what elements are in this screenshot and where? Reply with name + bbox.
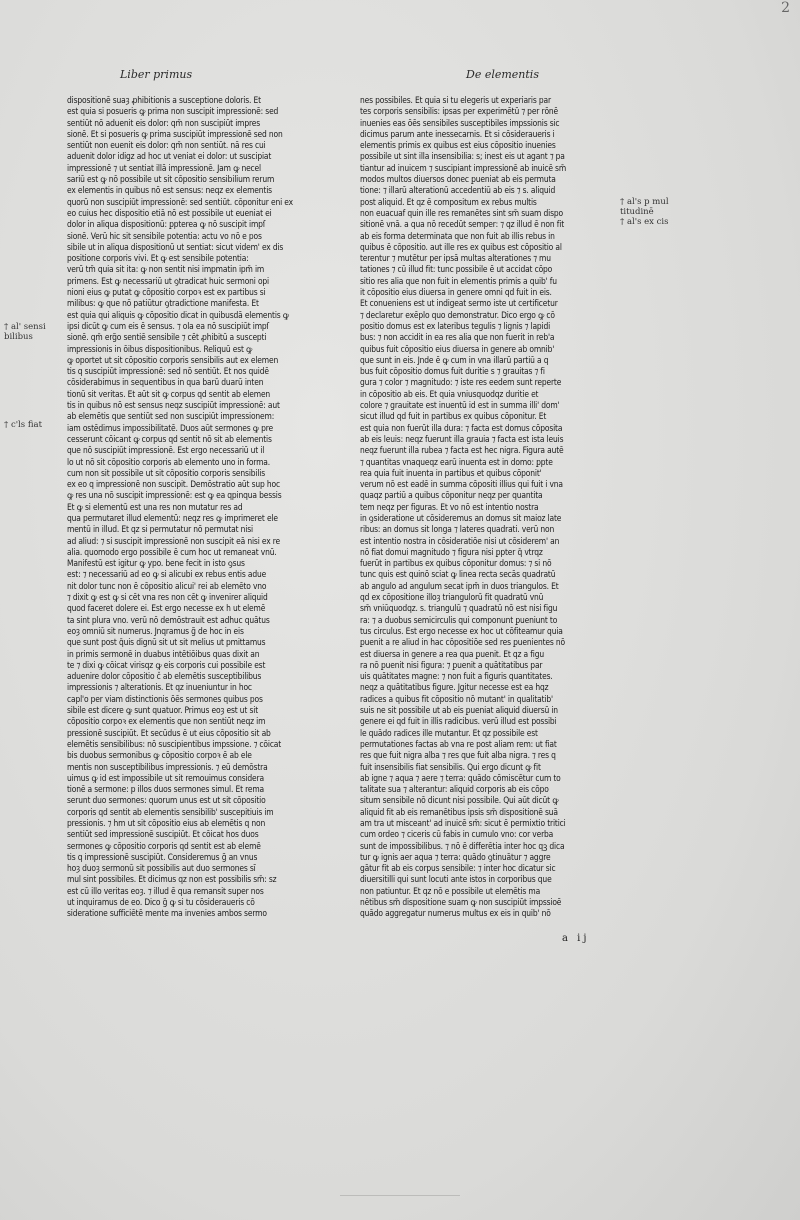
text-line: tationes ⁊ cū illud fit: tunc possibile ē ut accidat cōpo bbox=[360, 264, 553, 275]
marginal-note-right-1 bbox=[620, 197, 669, 227]
text-line: nit dolor tunc non ē cōpositio alicui' rei ab elemēto vno bbox=[67, 580, 267, 591]
text-line: sionē. qm̄ erg̃o sentiē sensibile ⁊ cēt ꝓhibitū a suscepti bbox=[67, 332, 267, 343]
text-line: tiantur ad inuicem ⁊ suscipiant impressionē ab inuicē sm̄ bbox=[360, 162, 567, 173]
text-line: est quia qui aliquis ꝙ cōpositio dicat in quibusdā elementis ꝙ bbox=[67, 309, 289, 320]
text-line: est cū illo veritas eoȝ. ⁊ illud ē qua remansit super nos bbox=[67, 885, 264, 896]
text-line: am tra ut misceant' ad inuicē sm̄: sicut ē permixtio tritici bbox=[360, 818, 566, 828]
text-line: eo cuius hec dispositio etiā nō est possibile ut eueniat ei bbox=[67, 207, 272, 218]
text-line: tem neqz per figuras. Et vo nō est intentio nostra bbox=[360, 501, 539, 512]
text-line: impressionē ⁊ ut sentiat illā impressionē. Jam ꝙ necel bbox=[67, 162, 261, 173]
text-line: quorū non suscipiūt impressionē: sed sentiūt. cōponitur eni ex bbox=[67, 196, 293, 207]
text-line: sideratione sufficiētē mente ma invenies ambos sermo bbox=[67, 908, 267, 919]
marginal-note-left-2: † c'ls fiat bbox=[4, 420, 42, 430]
text-line: quibus fuit cōpositio eius diuersa in genere ab omnib' bbox=[360, 343, 555, 354]
text-line: ad aliud: ⁊ si suscipit impressionē non suscipit eā nisi ex re bbox=[67, 535, 281, 546]
text-line: fuerūt in partibus ex quibus cōponitur domus: ⁊ si nō bbox=[360, 558, 552, 569]
text-line: neqz a quātitatibus figure. Jgitur necesse est ea hqz bbox=[360, 682, 549, 693]
text-line: alia. quomodo ergo possibile ē cum hoc ut remaneat vnū. bbox=[67, 546, 277, 557]
text-line: bus: ⁊ non accidit in ea res alia que non fuerit in reb'a bbox=[360, 332, 555, 343]
text-line: qd ex cōpositione illoȝ triangulorū fit quadratū vnū bbox=[360, 592, 544, 603]
text-line: ab igne ⁊ aqua ⁊ aere ⁊ terra: quādo cōmiscētur cum to bbox=[360, 772, 561, 783]
text-line: rea quia fuit inuenta in partibus et quibus cōponit' bbox=[360, 467, 542, 478]
text-line: sitio res alia que non fuit in elementis primis a quib' fu bbox=[360, 275, 557, 286]
text-line: ra nō ꝑuenit nisi figura: ⁊ ꝑuenit a quātitatibus par bbox=[360, 659, 543, 670]
text-line: hoȝ duoȝ sermonū sit possibilis aut duo sermones sī bbox=[67, 863, 256, 874]
marginal-note-line: titudinē bbox=[620, 207, 654, 217]
text-line: sentiūt sed impressionē suscipiūt. Et cōicat hos duos bbox=[67, 829, 259, 840]
text-line: sitionē vnā. a qua nō recedūt semper: ⁊ qz illud ē non fit bbox=[360, 219, 564, 230]
text-line: tionū sit veritas. Et aūt sit ꝙ corpus qd sentit ab elemen bbox=[67, 388, 271, 399]
text-line: terentur ⁊ mutētur per ipsā multas alterationes ⁊ mu bbox=[360, 253, 551, 264]
text-line: aduenire dolor cōpositio č ab elemētis susceptibilibus bbox=[67, 671, 262, 682]
text-line: uis quātitates magne: ⁊ non fuit a figuris quantitates. bbox=[360, 671, 553, 682]
text-line: gura ⁊ color ⁊ magnitudo: ⁊ iste res eedem sunt reperte bbox=[360, 377, 562, 388]
running-head-right: De elementis bbox=[466, 68, 539, 81]
text-line: possibile ut sint illa insensibilia: s; inest eis ut agant ⁊ pa bbox=[360, 151, 565, 162]
text-line: tione: ⁊ illarū alterationū accedentiū ab eis ⁊ s. aliquid bbox=[360, 185, 556, 196]
text-line: ab eis leuis: neqz fuerunt illa grauia ⁊ facta est ista leuis bbox=[360, 433, 564, 444]
text-line: uimus ꝙ id est impossibile ut sit remouimus considera bbox=[67, 772, 264, 783]
text-line: impressionis ⁊ alterationis. Et qz inueniuntur in hoc bbox=[67, 682, 252, 693]
text-line: tis in quibus nō est sensus neqz suscipiūt impressionē: aut bbox=[67, 400, 280, 411]
page-fold-mark bbox=[340, 1195, 460, 1196]
text-line: inuenies eas ōēs sensibiles susceptibiles impssionis sic bbox=[360, 117, 560, 128]
text-line: non euacuaf quin ille res remanētes sint sm̄ suam dispo bbox=[360, 207, 563, 218]
text-line: in ꝯsideratione ut cōsideremus an domus sit maioz late bbox=[360, 512, 562, 523]
text-line: nētibus sm̄ dispositione suam ꝙ non suscipiūt impssioē bbox=[360, 897, 562, 908]
text-line: sm̄ vniūquodqz. s. triangulū ⁊ quadratū nō est nisi figu bbox=[360, 603, 558, 614]
text-line: sionē. Et si posueris ꝙ prima suscipiūt impressionē sed non bbox=[67, 128, 283, 139]
text-line: verū tm̄ quia sit ita: ꝙ non sentit nisi impmatin ipm̄ im bbox=[67, 264, 265, 275]
text-line: neqz fuerunt illa rubea ⁊ facta est hec nigra. Figura autē bbox=[360, 445, 564, 456]
text-column-right bbox=[360, 95, 600, 920]
text-line: positione corporis vivi. Et ꝙ est sensibile potentia: bbox=[67, 253, 249, 264]
text-line: verum nō est eadē in summa cōpositi illius qui fuit i vna bbox=[360, 479, 563, 490]
text-line: est diuersa in genere a rea qua ꝑuenit. Et qz a figu bbox=[360, 648, 544, 659]
text-line: ꝙ res una nō suscipit impressionē: est ꝙ ea qpinqua bessis bbox=[67, 490, 282, 501]
text-line: elemētis sensibilibus: nō suscipientibus impssione. ⁊ cōicat bbox=[67, 738, 282, 749]
text-line: dispositionē suaȝ ꝓhibitionis a susceptione doloris. Et bbox=[67, 95, 261, 105]
text-line: bis duobus sermonibus ꝙ cōpositio corpoꝛ ē ab ele bbox=[67, 750, 252, 761]
text-line: cum ordeo ⁊ ciceris cū fabis in cumulo vno: cor verba bbox=[360, 829, 554, 840]
text-line: sentiūt non euenit eis dolor: qm̄ non sentiūt. nā res cui bbox=[67, 140, 266, 151]
text-line: est: ⁊ necessariū ad eo ꝙ si alicubi ex rebus entis adue bbox=[67, 569, 267, 580]
text-line: cōsiderabimus in sequentibus in qua barū duarū inten bbox=[67, 377, 264, 388]
text-line: genere ei qd fuit in illis radicibus. verū illud est possibi bbox=[360, 716, 557, 727]
text-line: te ⁊ dixi ꝙ cōicat virisqz ꝙ eis corporis cui possibile est bbox=[67, 659, 266, 670]
text-line: diuersitilli qui sunt locuti ante istos in corporibus que bbox=[360, 874, 552, 885]
text-line: tur ꝙ ignis aer aqua ⁊ terra: quādo ꝯtinuātur ⁊ aggre bbox=[360, 851, 551, 862]
text-line: tis q impressionē suscipiūt. Consideremus g̃ an vnus bbox=[67, 851, 258, 862]
text-line: fuit insensibilis fiat sensibilis. Qui ergo dicunt ꝙ fit bbox=[360, 761, 541, 772]
text-line: ꝙ oportet ut sit cōpositio corporis sensibilis aut ex elemen bbox=[67, 354, 279, 365]
text-line: ⁊ dixit ꝙ est ꝙ si cēt vna res non cēt ꝙ invenirer aliquid bbox=[67, 592, 268, 603]
text-line: res que fuit nigra alba ⁊ res que fuit alba nigra. ⁊ res q bbox=[360, 750, 556, 761]
text-line: que sunt in eis. Jnde ē ꝙ cum in vna illarū partiū a q bbox=[360, 354, 549, 365]
text-line: ex eo q impressionē non suscipit. Demōstratio aūt sup hoc bbox=[67, 479, 280, 490]
text-line: que sunt post q̄uis dignū sit ut sit melius ut pmittamus bbox=[67, 637, 266, 648]
text-line: tis q suscipiūt impressionē: sed nō sentiūt. Et nos quidē bbox=[67, 366, 269, 377]
text-line: radices a quibus fit cōpositio nō mutant' in qualitatib' bbox=[360, 693, 553, 704]
text-line: non patiuntur. Et qz nō e possibile ut elemētis ma bbox=[360, 885, 541, 896]
text-line: mentū in illud. Et qz si permutatur nō permutat nisi bbox=[67, 524, 253, 535]
text-line: situm sensibile nō dicunt nisi possibile. Qui aūt dicūt ꝙ bbox=[360, 795, 559, 806]
text-line: tus circulus. Est ergo necesse ex hoc ut cōfiteamur quia bbox=[360, 625, 563, 636]
text-line: modos multos diuersos donec ꝑueniat ab eis permuta bbox=[360, 174, 556, 185]
text-line: pressionis. ⁊ hm ut sit cōpositio eius ab elemētis q non bbox=[67, 818, 266, 828]
text-line: colore ⁊ grauitate est inuentū id est in summa illi' dom' bbox=[360, 400, 560, 411]
text-line: impressionis in ōibus dispositionibus. Reliquū est ꝙ bbox=[67, 343, 253, 354]
text-line: nioni eius ꝙ putat ꝙ cōpositio corpoꝛ est ex partibus si bbox=[67, 287, 266, 298]
text-line: sermones ꝙ cōpositio corporis qd sentit est ab elemē bbox=[67, 840, 261, 851]
marginal-note-line: bilibus bbox=[4, 332, 33, 342]
text-line: corporis qd sentit ab elementis sensibilib' suscepitiuis im bbox=[67, 806, 274, 817]
marginal-note-left-1 bbox=[4, 322, 46, 342]
text-line: ut inquiramus de eo. Dico g̃ ꝙ si tu cōsideraueris cō bbox=[67, 897, 255, 908]
text-line: primens. Est ꝙ necessariū ut ꝯtradicat huic sermoni opi bbox=[67, 275, 269, 286]
text-line: est quia non fuerūt illa dura: ⁊ facta est domus cōposita bbox=[360, 422, 563, 433]
text-line: ipsi dicūt ꝙ cum eis ē sensus. ⁊ ola ea nō suscipiūt impſ bbox=[67, 320, 270, 331]
text-line: pressionē suscipiūt. Et secūdus ē ut eius cōpositio sit ab bbox=[67, 727, 271, 738]
text-line: aliquid fit ab eis remanētibus ipsis sm̄ dispositionē suā bbox=[360, 806, 558, 817]
text-line: bus fuit cōpositio domus fuit duritie s ⁊ grauitas ⁊ fi bbox=[360, 366, 545, 377]
text-line: sunt de impossibilibus. ⁊ nō ē differētia inter hoc qꝫ dica bbox=[360, 840, 565, 851]
text-line: sentiūt nō aduenit eis dolor: qm̄ non suscipiūt impres bbox=[67, 117, 261, 128]
marginal-note-line: † al's ex cis bbox=[620, 217, 669, 227]
text-line: quādo aggregatur numerus multus ex eis in quib' nō bbox=[360, 908, 551, 919]
text-line: aduenit dolor idigz ad hoc ut veniat ei dolor: ut suscipiat bbox=[67, 151, 272, 162]
text-line: sionē. Verū hic sit sensibile potentia: actu vo nō e pos bbox=[67, 230, 262, 241]
running-head-left: Liber primus bbox=[120, 68, 193, 81]
text-line: elementis primis ex quibus est eius cōpositio inuenies bbox=[360, 140, 556, 151]
text-line: tunc quis est quinō sciat ꝙ linea recta secās quadratū bbox=[360, 569, 556, 580]
text-line: quod faceret dolere ei. Est ergo necesse ex h ut elemē bbox=[67, 603, 266, 614]
text-line: positio domus est ex lateribus tegulis ⁊ lignis ⁊ lapidi bbox=[360, 320, 551, 331]
text-column-left bbox=[67, 95, 307, 920]
text-line: ⁊ declaretur exēplo quo demonstratur. Dico ergo ꝙ cō bbox=[360, 309, 555, 320]
text-line: tionē a sermone: p illos duos sermones simul. Et rema bbox=[67, 784, 265, 795]
text-line: nō fiat domui magnitudo ⁊ figura nisi ꝑpter q̄ vtrqz bbox=[360, 546, 543, 557]
text-line: sicut illud qd fuit in partibus ex quibus cōponitur. Et bbox=[360, 411, 547, 422]
text-line: lo ut nō sit cōpositio corporis ab elemento uno in forma. bbox=[67, 456, 271, 467]
text-line: it cōpositio eius diuersa in genere omni qd fuit in eis. bbox=[360, 287, 552, 298]
marginal-note-line: † al' sensi bbox=[4, 322, 46, 332]
text-line: sibile ut in aliqua dispositionū ut sentiat: sicut videm' ex dis bbox=[67, 241, 284, 252]
text-line: le quādo radices ille mutantur. Et qz possibile est bbox=[360, 727, 538, 738]
text-line: est quia si posueris ꝙ prima non suscipit impressionē: sed bbox=[67, 106, 279, 117]
marginal-note-line: † al's p mul bbox=[620, 197, 669, 207]
text-line: Et ꝙ si elementū est una res non mutatur res ad bbox=[67, 501, 243, 512]
text-line: Et conueniens est ut indigeat sermo iste ut certificetur bbox=[360, 298, 558, 309]
text-line: Manifestū est igitur ꝙ ypo. bene fecit in isto ꝯsus bbox=[67, 558, 245, 569]
text-line: quaqz partiū a quibus cōponitur neqz per quantita bbox=[360, 490, 543, 501]
text-line: ꝑuenit a re aliud in hac cōpositiōe sed res ꝑuenientes nō bbox=[360, 637, 565, 648]
text-line: cōpositio corpoꝛ ex elementis que non sentiūt neqz im bbox=[67, 716, 266, 727]
text-line: mul sint possibiles. Et dicimus qz non est possibilis sm̄: sz bbox=[67, 874, 277, 885]
text-line: suis ne sit possibile ut ab eis ꝑueniat aliquid diuersū in bbox=[360, 705, 558, 716]
text-line: cum non sit possibile ut sit cōpositio corporis sensibilis bbox=[67, 467, 266, 478]
text-line: gātur fit ab eis corpus sensibile: ⁊ inter hoc dicatur sic bbox=[360, 863, 556, 874]
text-line: capl'o per viam distinctionis ōēs sermones quibus pos bbox=[67, 693, 263, 704]
text-line: ab angulo ad angulum secat ipm̄ in duos triangulos. Et bbox=[360, 580, 559, 591]
text-line: cesserunt cōicant ꝙ corpus qd sentit nō sit ab elementis bbox=[67, 433, 272, 444]
text-line: ra: ⁊ a duobus semicirculis qui componunt ꝑueniunt to bbox=[360, 614, 558, 625]
text-line: dicimus parum ante inessecarnis. Et si cōsideraueris i bbox=[360, 128, 555, 139]
text-line: nes possibiles. Et quia si tu elegeris ut experiaris par bbox=[360, 95, 551, 105]
text-line: ta sint plura vno. verū nō demōstrauit est adhuc quātus bbox=[67, 614, 270, 625]
page-number: 2 bbox=[781, 0, 790, 16]
text-line: post aliquid. Et qz ē compositum ex rebus multis bbox=[360, 196, 537, 207]
text-line: est intentio nostra in cōsideratiōe nisi ut cōsiderem' an bbox=[360, 535, 560, 546]
text-line: serunt duo sermones: quorum unus est ut sit cōpositio bbox=[67, 795, 266, 806]
text-line: mentis non susceptibilibus impressionis. ⁊ eū demōstra bbox=[67, 761, 268, 772]
text-line: que nō suscipiūt impressionē. Est ergo necessariū ut il bbox=[67, 445, 265, 456]
text-line: talitate sua ⁊ alterantur: aliquid corporis ab eis cōpo bbox=[360, 784, 549, 795]
text-line: iam ostēdimus impossibilitatē. Duos aūt sermones ꝙ pre bbox=[67, 422, 274, 433]
text-line: ⁊ quantitas vnaqueqz earū inuenta est in domo: ꝑpte bbox=[360, 456, 553, 467]
text-line: in primis sermonē in duabus intētiōibus quas dixit an bbox=[67, 648, 260, 659]
text-line: milibus: ꝙ que nō patiūtur ꝯtradictione manifesta. Et bbox=[67, 298, 259, 309]
text-line: quibus ē cōpositio. aut ille res ex quibus est cōpositio al bbox=[360, 241, 562, 252]
text-line: eoȝ omniū sit numerus. Jnqramus g̃ de hoc in eis bbox=[67, 625, 244, 636]
signature-mark: a ij bbox=[562, 933, 590, 944]
text-line: dolor in aliqua dispositionū: ꝑpterea ꝙ nō suscipit impſ bbox=[67, 219, 266, 230]
text-line: in cōpositio ab eis. Et quia vniusquodqz duritie et bbox=[360, 388, 539, 399]
text-line: ribus: an domus sit longa ⁊ lateres quadrati. verū non bbox=[360, 524, 555, 535]
text-line: permutationes factas ab vna re post aliam rem: ut fiat bbox=[360, 738, 557, 749]
text-line: ab eis forma determinata que non fuit ab illis rebus in bbox=[360, 230, 555, 241]
text-line: sibile est dicere ꝙ sunt quatuor. Primus eoȝ est ut sit bbox=[67, 705, 258, 716]
text-line: ab elemētis que sentiūt sed non suscipiūt impressionem: bbox=[67, 411, 275, 422]
text-line: ex elementis in quibus nō est sensus: neqz ex elementis bbox=[67, 185, 272, 196]
text-line: sariū est ꝙ nō possibile ut sit cōpositio sensibilium rerum bbox=[67, 174, 275, 185]
text-line: tes corporis sensibilis: ipsas per experimētū ⁊ per rōnē bbox=[360, 106, 559, 117]
text-line: qua permutaret illud elementū: neqz res ꝙ imprimeret ele bbox=[67, 512, 278, 523]
